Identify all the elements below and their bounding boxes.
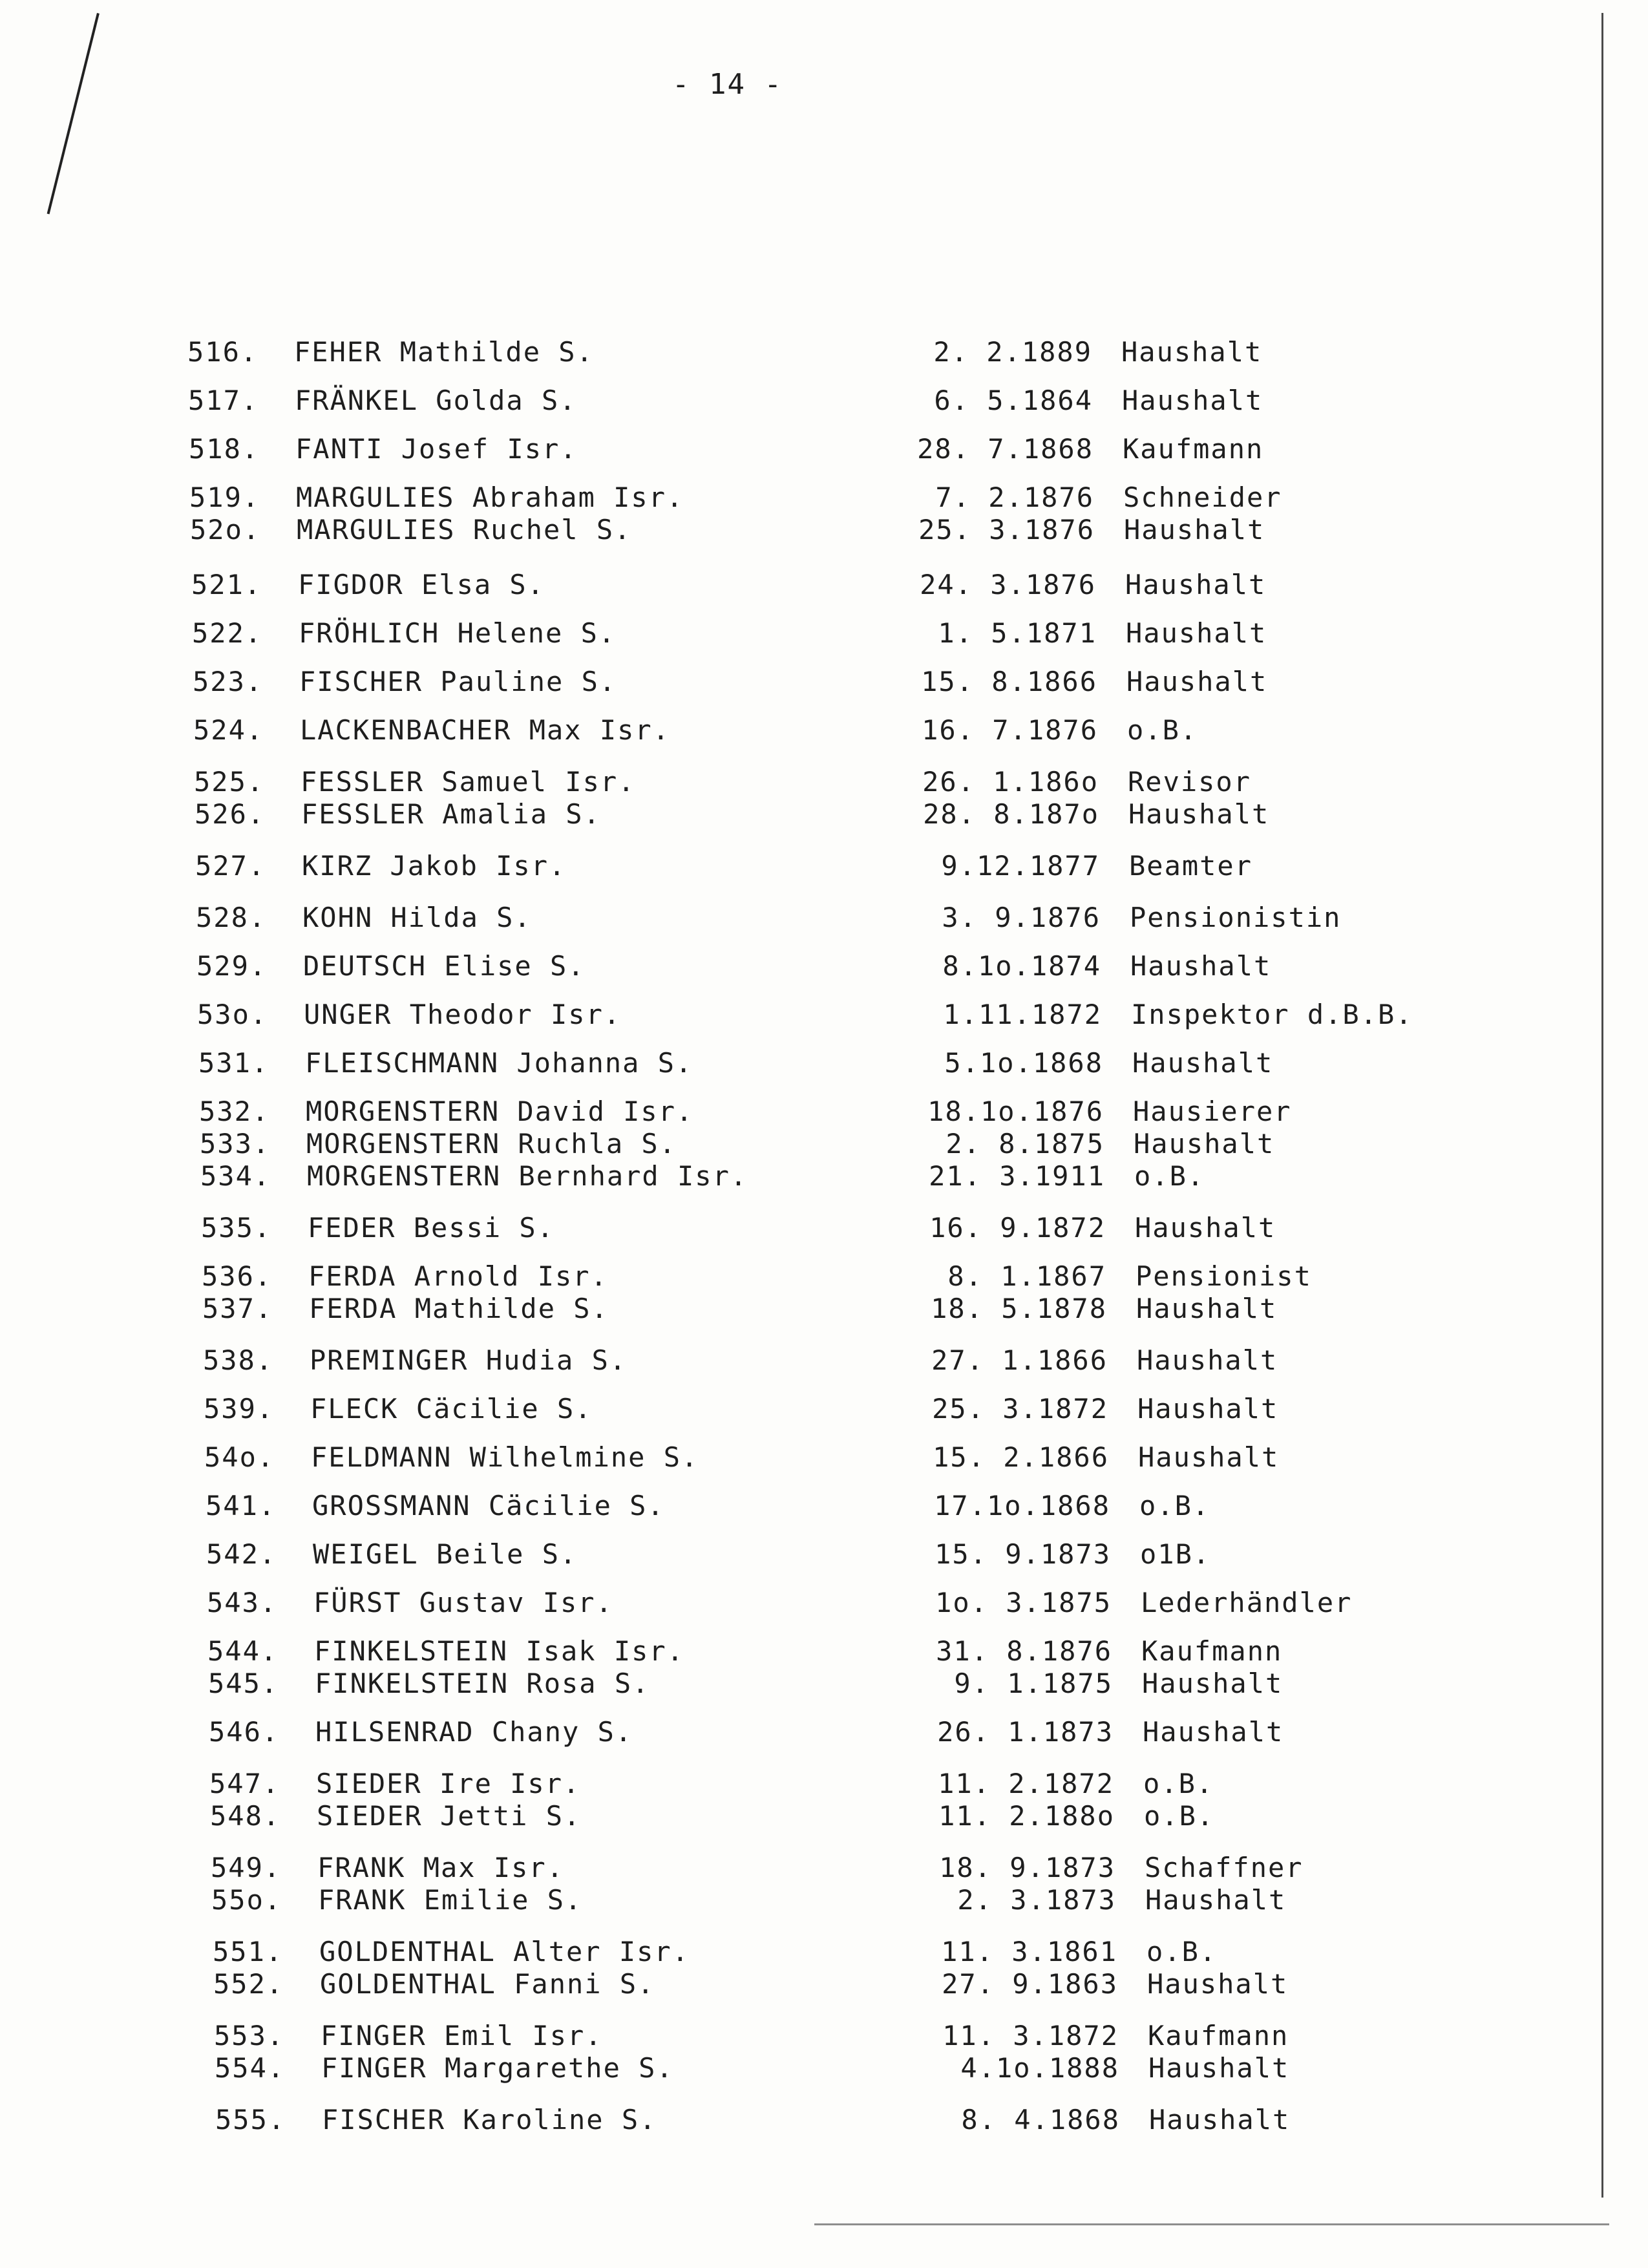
entry-occupation: Haushalt: [1126, 666, 1268, 697]
register-entry: [192, 617, 1549, 653]
entry-number: 536.: [202, 1260, 273, 1292]
entry-number: 523.: [193, 666, 264, 697]
entry-occupation: Haushalt: [1136, 1293, 1278, 1324]
entry-birth-date: 28. 8.187o: [923, 798, 1099, 830]
entry-name: FLEISCHMANN Johanna S.: [305, 1047, 693, 1079]
register-entry: [195, 850, 1552, 886]
entry-name: MORGENSTERN Bernhard Isr.: [307, 1160, 748, 1192]
entry-number: 521.: [191, 569, 262, 600]
entry-name: FRÄNKEL Golda S.: [295, 385, 577, 416]
entry-name: FISCHER Pauline S.: [299, 666, 617, 697]
entry-occupation: Schneider: [1123, 482, 1282, 513]
entry-number: 52o.: [190, 514, 261, 546]
register-entry: [191, 569, 1548, 605]
entry-birth-date: 16. 9.1872: [929, 1212, 1106, 1244]
register-entry: [215, 2052, 1572, 2088]
entry-occupation: Hausierer: [1133, 1096, 1292, 1127]
register-entry: [214, 2020, 1571, 2056]
entry-name: MARGULIES Abraham Isr.: [296, 482, 684, 513]
entry-birth-date: 6. 5.1864: [934, 385, 1093, 416]
entry-number: 544.: [207, 1635, 279, 1667]
entry-name: FINKELSTEIN Isak Isr.: [314, 1635, 685, 1667]
margin-edge-line: [1601, 13, 1603, 2198]
entry-name: FIGDOR Elsa S.: [298, 569, 545, 600]
entry-number: 519.: [189, 482, 260, 513]
entry-occupation: Haushalt: [1145, 1884, 1287, 1916]
entry-occupation: Haushalt: [1147, 1968, 1289, 2000]
entry-name: FLECK Cäcilie S.: [310, 1393, 593, 1425]
entry-birth-date: 26. 1.186o: [922, 766, 1099, 798]
entry-occupation: Haushalt: [1128, 798, 1270, 830]
entry-number: 535.: [201, 1212, 272, 1244]
entry-birth-date: 8. 1.1867: [947, 1260, 1106, 1292]
entry-occupation: Haushalt: [1137, 1393, 1279, 1425]
register-entry: [198, 1047, 1556, 1083]
register-entry: [211, 1852, 1568, 1888]
entry-birth-date: 11. 3.1872: [942, 2020, 1119, 2051]
register-entry: [187, 336, 1545, 372]
entry-birth-date: 15. 9.1873: [935, 1538, 1111, 1570]
entry-number: 53o.: [197, 999, 268, 1030]
entry-birth-date: 9. 1.1875: [954, 1668, 1113, 1699]
entry-occupation: Pensionist: [1136, 1260, 1312, 1292]
entry-name: FESSLER Samuel Isr.: [301, 766, 636, 798]
entry-number: 517.: [188, 385, 259, 416]
bottom-rule: [814, 2223, 1609, 2225]
entry-name: FELDMANN Wilhelmine S.: [311, 1441, 699, 1473]
register-entry: [206, 1490, 1563, 1526]
entry-birth-date: 1o. 3.1875: [935, 1587, 1112, 1618]
entry-name: WEIGEL Beile S.: [313, 1538, 578, 1570]
entry-birth-date: 8. 4.1868: [961, 2104, 1120, 2136]
entry-occupation: Haushalt: [1132, 1047, 1274, 1079]
entry-birth-date: 2. 8.1875: [945, 1128, 1104, 1160]
entry-name: KOHN Hilda S.: [302, 902, 532, 933]
entry-name: FEDER Bessi S.: [308, 1212, 555, 1244]
register-entry: [201, 1212, 1558, 1248]
entry-occupation: Kaufmann: [1123, 433, 1264, 465]
entry-number: 547.: [209, 1768, 280, 1799]
entry-occupation: o.B.: [1127, 714, 1198, 746]
entry-name: FRANK Emilie S.: [318, 1884, 583, 1916]
register-entry: [196, 902, 1553, 938]
entry-birth-date: 18. 5.1878: [931, 1293, 1107, 1324]
pen-stroke-mark: [47, 13, 100, 214]
entry-birth-date: 15. 2.1866: [933, 1441, 1109, 1473]
entry-number: 533.: [200, 1128, 271, 1160]
entry-occupation: Haushalt: [1122, 385, 1263, 416]
entry-number: 554.: [215, 2052, 286, 2084]
entry-birth-date: 4.1o.1888: [960, 2052, 1119, 2084]
entry-birth-date: 25. 3.1872: [932, 1393, 1108, 1425]
register-entry: [208, 1668, 1565, 1704]
entry-name: DEUTSCH Elise S.: [303, 950, 586, 982]
entry-name: FANTI Josef Isr.: [295, 433, 578, 465]
entry-occupation: Haushalt: [1125, 569, 1267, 600]
entry-number: 55o.: [211, 1884, 282, 1916]
page-number: - 14 -: [672, 68, 783, 101]
register-entry: [215, 2104, 1572, 2140]
entry-birth-date: 3. 9.1876: [942, 902, 1101, 933]
register-entry: [203, 1344, 1560, 1381]
entry-number: 522.: [192, 617, 263, 649]
register-entry: [200, 1160, 1558, 1196]
entry-number: 518.: [189, 433, 260, 465]
entry-occupation: o.B.: [1134, 1160, 1205, 1192]
entry-occupation: Beamter: [1129, 850, 1253, 882]
entry-number: 525.: [194, 766, 265, 798]
entry-occupation: Kaufmann: [1141, 1635, 1283, 1667]
entry-number: 534.: [200, 1160, 271, 1192]
entry-name: SIEDER Ire Isr.: [316, 1768, 581, 1799]
entry-birth-date: 2. 2.1889: [933, 336, 1092, 368]
entry-birth-date: 1.11.1872: [943, 999, 1102, 1030]
entry-birth-date: 18. 9.1873: [939, 1852, 1115, 1883]
entry-number: 555.: [215, 2104, 286, 2136]
entry-birth-date: 27. 9.1863: [942, 1968, 1118, 2000]
entry-number: 545.: [208, 1668, 279, 1699]
entry-number: 551.: [213, 1936, 284, 1967]
entry-birth-date: 24. 3.1876: [920, 569, 1096, 600]
entry-name: HILSENRAD Chany S.: [315, 1716, 633, 1748]
entry-number: 539.: [204, 1393, 275, 1425]
entry-name: FERDA Mathilde S.: [309, 1293, 609, 1324]
entry-name: MORGENSTERN David Isr.: [306, 1096, 694, 1127]
entry-name: FINGER Margarethe S.: [321, 2052, 674, 2084]
register-entry: [211, 1884, 1569, 1920]
register-entry: [213, 1936, 1570, 1972]
entry-occupation: o.B.: [1143, 1768, 1214, 1799]
entry-number: 516.: [187, 336, 259, 368]
register-entry: [213, 1968, 1570, 2004]
entry-number: 552.: [213, 1968, 284, 2000]
entry-number: 532.: [199, 1096, 270, 1127]
register-entry: [196, 950, 1554, 986]
entry-number: 528.: [196, 902, 267, 933]
entry-name: GOLDENTHAL Fanni S.: [320, 1968, 655, 2000]
entry-number: 553.: [214, 2020, 285, 2051]
entry-occupation: Haushalt: [1148, 2052, 1290, 2084]
entry-birth-date: 31. 8.1876: [936, 1635, 1112, 1667]
entry-birth-date: 25. 3.1876: [918, 514, 1095, 546]
entry-number: 527.: [195, 850, 266, 882]
entry-birth-date: 7. 2.1876: [935, 482, 1094, 513]
entry-name: PREMINGER Hudia S.: [310, 1344, 628, 1376]
entry-occupation: o1B.: [1140, 1538, 1211, 1570]
register-entry: [193, 666, 1550, 702]
entry-name: FRÖHLICH Helene S.: [299, 617, 617, 649]
register-entry: [189, 482, 1547, 518]
register-entry: [207, 1635, 1565, 1671]
entry-number: 526.: [195, 798, 266, 830]
entry-birth-date: 5.1o.1868: [944, 1047, 1103, 1079]
entry-number: 541.: [206, 1490, 277, 1521]
entry-number: 529.: [196, 950, 268, 982]
register-entry: [189, 433, 1546, 469]
entry-number: 538.: [203, 1344, 274, 1376]
entry-occupation: Haushalt: [1142, 1668, 1284, 1699]
entry-birth-date: 11. 3.1861: [941, 1936, 1117, 1967]
entry-occupation: Kaufmann: [1148, 2020, 1289, 2051]
entry-name: GOLDENTHAL Alter Isr.: [319, 1936, 690, 1967]
entry-occupation: Haushalt: [1134, 1128, 1275, 1160]
entry-number: 531.: [198, 1047, 269, 1079]
entry-occupation: Haushalt: [1138, 1441, 1280, 1473]
entry-name: FEHER Mathilde S.: [294, 336, 594, 368]
entry-number: 549.: [211, 1852, 282, 1883]
entry-name: LACKENBACHER Max Isr.: [300, 714, 671, 746]
entry-number: 524.: [193, 714, 264, 746]
entry-birth-date: 18.1o.1876: [927, 1096, 1104, 1127]
entry-birth-date: 28. 7.1868: [917, 433, 1093, 465]
register-entry: [204, 1441, 1561, 1478]
entry-occupation: Haushalt: [1137, 1344, 1278, 1376]
entry-name: UNGER Theodor Isr.: [304, 999, 622, 1030]
entry-occupation: o.B.: [1146, 1936, 1218, 1967]
entry-occupation: Schaffner: [1145, 1852, 1304, 1883]
entry-birth-date: 11. 2.1872: [938, 1768, 1114, 1799]
entry-occupation: Haushalt: [1143, 1716, 1284, 1748]
entry-name: GROSSMANN Cäcilie S.: [312, 1490, 665, 1521]
register-entry: [200, 1128, 1557, 1164]
register-entry: [207, 1587, 1564, 1623]
register-entry: [202, 1293, 1559, 1329]
entry-birth-date: 15. 8.1866: [921, 666, 1097, 697]
entry-name: FRANK Max Isr.: [317, 1852, 565, 1883]
entry-name: FERDA Arnold Isr.: [308, 1260, 608, 1292]
entry-birth-date: 9.12.1877: [941, 850, 1100, 882]
entry-occupation: Haushalt: [1126, 617, 1267, 649]
entry-name: SIEDER Jetti S.: [317, 1800, 582, 1832]
entry-name: FINGER Emil Isr.: [321, 2020, 603, 2051]
entry-name: FINKELSTEIN Rosa S.: [315, 1668, 650, 1699]
entry-name: FISCHER Karoline S.: [322, 2104, 657, 2136]
entry-occupation: Haushalt: [1130, 950, 1272, 982]
entry-occupation: o.B.: [1139, 1490, 1210, 1521]
entry-occupation: Haushalt: [1135, 1212, 1276, 1244]
entry-number: 546.: [209, 1716, 280, 1748]
entry-occupation: Inspektor d.B.B.: [1131, 999, 1413, 1030]
entry-name: MORGENSTERN Ruchla S.: [306, 1128, 677, 1160]
register-entry: [195, 798, 1552, 834]
entry-birth-date: 26. 1.1873: [937, 1716, 1114, 1748]
entry-birth-date: 2. 3.1873: [957, 1884, 1116, 1916]
entry-number: 548.: [210, 1800, 281, 1832]
entry-occupation: Lederhändler: [1141, 1587, 1353, 1618]
entry-occupation: Haushalt: [1124, 514, 1265, 546]
entry-name: FESSLER Amalia S.: [301, 798, 601, 830]
register-entry: [188, 385, 1545, 421]
register-entry: [199, 1096, 1556, 1132]
entry-occupation: Haushalt: [1121, 336, 1263, 368]
entry-birth-date: 11. 2.188o: [938, 1800, 1115, 1832]
entry-number: 543.: [207, 1587, 278, 1618]
entry-name: KIRZ Jakob Isr.: [302, 850, 567, 882]
register-entry: [194, 766, 1551, 802]
register-entry: [210, 1800, 1567, 1836]
entry-occupation: Pensionistin: [1130, 902, 1342, 933]
entry-birth-date: 1. 5.1871: [938, 617, 1097, 649]
entry-birth-date: 17.1o.1868: [934, 1490, 1110, 1521]
entry-name: MARGULIES Ruchel S.: [297, 514, 632, 546]
entry-birth-date: 8.1o.1874: [942, 950, 1101, 982]
register-entry: [206, 1538, 1563, 1574]
entry-birth-date: 27. 1.1866: [931, 1344, 1108, 1376]
entry-number: 537.: [202, 1293, 273, 1324]
entry-birth-date: 21. 3.1911: [929, 1160, 1105, 1192]
register-entry: [190, 514, 1547, 550]
register-entry: [209, 1716, 1566, 1752]
register-entry: [209, 1768, 1567, 1804]
register-entry: [202, 1260, 1559, 1297]
register-entry: [204, 1393, 1561, 1429]
entry-number: 54o.: [204, 1441, 275, 1473]
entry-number: 542.: [206, 1538, 277, 1570]
entry-occupation: Revisor: [1128, 766, 1252, 798]
entry-birth-date: 16. 7.1876: [922, 714, 1098, 746]
entry-name: FÜRST Gustav Isr.: [313, 1587, 613, 1618]
entry-occupation: o.B.: [1144, 1800, 1215, 1832]
register-entry: [193, 714, 1550, 750]
register-entry: [197, 999, 1554, 1035]
entry-occupation: Haushalt: [1149, 2104, 1291, 2136]
